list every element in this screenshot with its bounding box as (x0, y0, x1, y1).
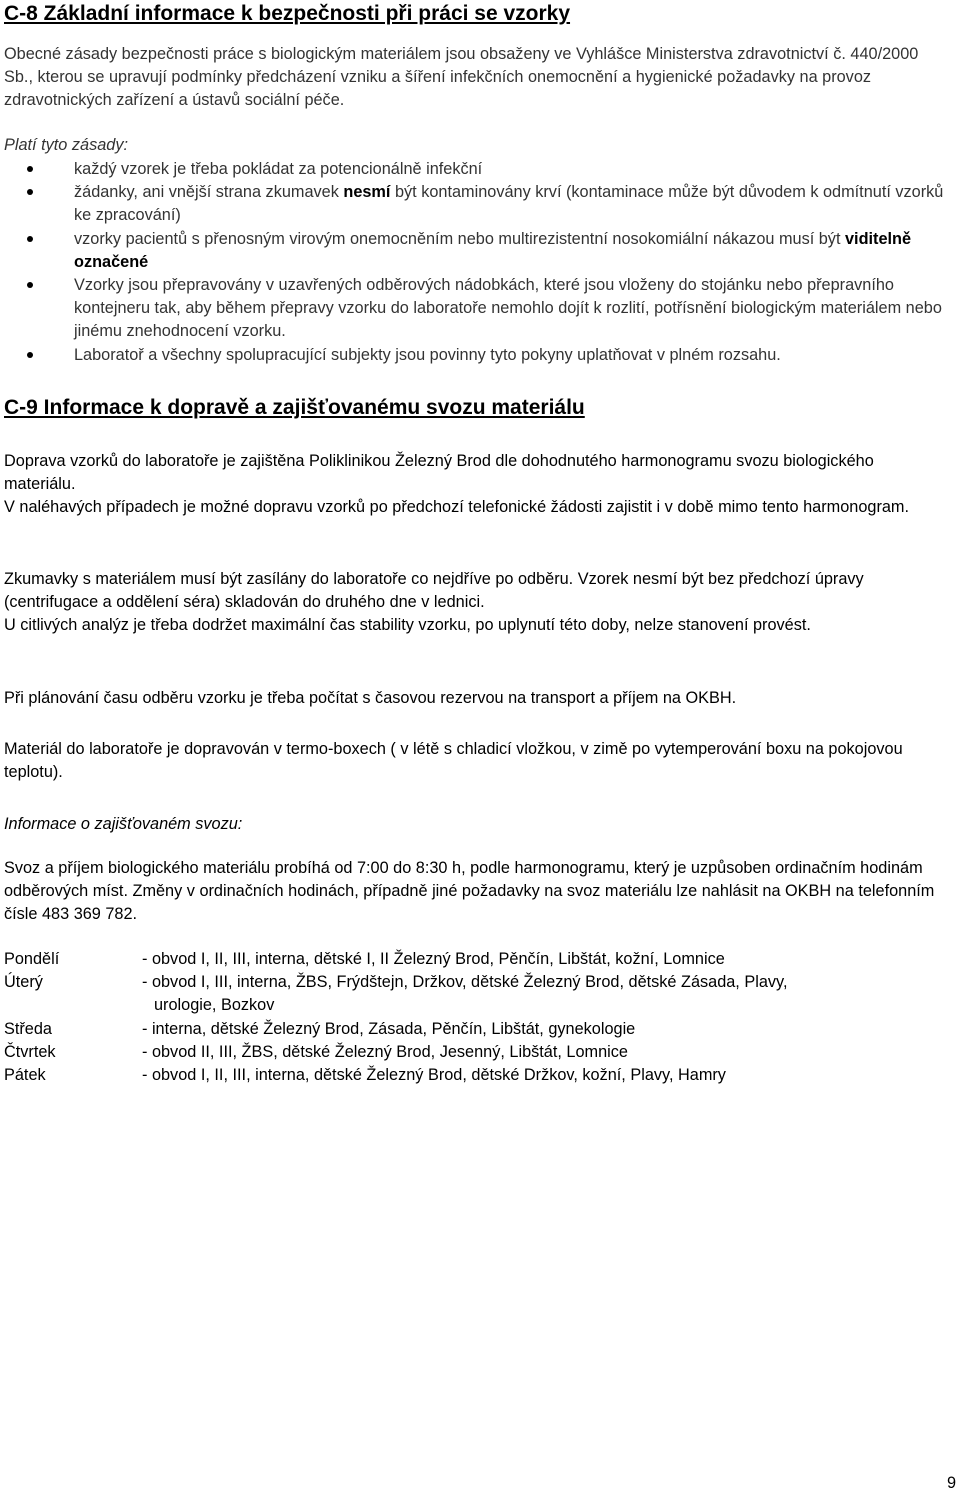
principles-list (4, 158, 949, 367)
section-c8-title: C-8 Základní informace k bezpečnosti při práci se vzorky (4, 2, 571, 25)
schedule-day: Pondělí (4, 950, 60, 968)
list-item (4, 274, 949, 344)
transport-paragraph-3: Zkumavky s materiálem musí být zasílány do laboratoře co nejdříve po odběru. Vzorek nesmí být bez předchozí úpravy (centrifugace a oddělení séra) skladován do druhého dne v lednici. (4, 570, 864, 612)
schedule-row (4, 1041, 949, 1064)
section-c8-intro: Obecné zásady bezpečnosti práce s biologickým materiálem jsou obsaženy ve Vyhlášce Ministerstva zdravotnictví č. 440/2000 Sb., kterou se upravují podmínky předcházení vzniku a šíření infekčních onemocnění a hygienické požadavky na provoz zdravotnických zařízení a ústavů sociální péče. (4, 45, 919, 110)
transport-paragraph-4: U citlivých analýz je třeba dodržet maximální čas stability vzorku, po uplynutí této doby, nelze stanovení provést. (4, 616, 811, 634)
schedule-route-continuation: urologie, Bozkov (154, 996, 275, 1015)
transport-paragraph-6: Materiál do laboratoře je dopravován v termo-boxech ( v létě s chladicí vložkou, v zimě po vytemperování boxu na pokojovou teplotu). (4, 740, 903, 782)
list-item-text: Vzorky jsou přepravovány v uzavřených odběrových nádobkách, které jsou vloženy do stojánku nebo přepravního kontejneru tak, aby během přepravy vzorku do laboratoře nemohlo dojít k rozlití, potřísnění biologickým materiálem nebo jinému znehodnocení vzorku. (74, 276, 942, 341)
schedule-row (4, 971, 949, 1017)
section-c9-title: C-9 Informace k dopravě a zajišťovanému svozu materiálu (4, 396, 585, 419)
schedule-route: - obvod I, II, III, interna, dětské I, II Železný Brod, Pěnčín, Libštát, kožní, Lomnice (142, 950, 725, 968)
collection-paragraph: Svoz a příjem biologického materiálu probíhá od 7:00 do 8:30 h, podle harmonogramu, který je uzpůsoben ordinačním hodinám odběrových míst. Změny v ordinačních hodinách, případně jiné požadavky na svoz materiálu lze nahlásit na OKBH na telefonním čísle 483 369 782. (4, 859, 935, 924)
schedule-day: Čtvrtek (4, 1042, 56, 1061)
bullet-icon (27, 236, 33, 242)
bullet-icon (27, 352, 33, 358)
emphasis-text: viditelně označené (74, 229, 912, 271)
schedule-route: - obvod I, III, interna, ŽBS, Frýdštejn, Držkov, dětské Železný Brod, dětské Zásada, Plavy, (142, 973, 788, 992)
page-number: 9 (946, 1474, 956, 1492)
list-item-text: být kontaminovány krví (kontaminace může být důvodem k odmítnutí vzorků ke zpracování) (74, 183, 944, 225)
schedule-route-wrap (142, 971, 949, 1017)
bullet-icon (27, 166, 33, 172)
schedule-row (4, 1018, 949, 1041)
bullet-icon (27, 282, 33, 288)
schedule-day: Pátek (4, 1066, 46, 1085)
list-item-text: vzorky pacientů s přenosným virovým onemocněním nebo multirezistentní nosokomiální nákazou musí být (74, 229, 845, 248)
list-item-text: každý vzorek je třeba pokládat za potencionálně infekční (74, 160, 483, 178)
collection-schedule (4, 948, 949, 1087)
list-item-text: žádanky, ani vnější strana zkumavek (74, 183, 344, 202)
schedule-route: - interna, dětské Železný Brod, Zásada, Pěnčín, Libštát, gynekologie (142, 1019, 636, 1038)
list-item (4, 228, 949, 274)
schedule-day: Středa (4, 1019, 52, 1038)
list-item (4, 344, 949, 367)
schedule-row (4, 948, 949, 971)
transport-paragraph-5: Při plánování času odběru vzorku je třeba počítat s časovou rezervou na transport a příjem na OKBH. (4, 689, 737, 707)
collection-subtitle: Informace o zajišťovaném svozu: (4, 815, 243, 833)
transport-paragraph-2: V naléhavých případech je možné dopravu vzorků po předchozí telefonické žádosti zajistit i v době mimo tento harmonogram. (4, 498, 910, 516)
schedule-route: - obvod I, II, III, interna, dětské Železný Brod, dětské Držkov, kožní, Plavy, Hamry (142, 1066, 726, 1085)
list-item (4, 181, 949, 227)
schedule-row (4, 1064, 949, 1087)
bullet-icon (27, 189, 33, 195)
emphasis-text: nesmí (343, 183, 391, 202)
list-item-text: Laboratoř a všechny spolupracující subjekty jsou povinny tyto pokyny uplatňovat v plném rozsahu. (74, 345, 781, 364)
transport-paragraph-1: Doprava vzorků do laboratoře je zajištěna Poliklinikou Železný Brod dle dohodnutého harmonogramu svozu biologického materiálu. (4, 452, 874, 494)
schedule-route: - obvod II, III, ŽBS, dětské Železný Brod, Jesenný, Libštát, Lomnice (142, 1042, 628, 1061)
schedule-day: Úterý (4, 973, 43, 992)
principles-subtitle: Platí tyto zásady: (4, 136, 128, 154)
list-item (4, 158, 949, 181)
